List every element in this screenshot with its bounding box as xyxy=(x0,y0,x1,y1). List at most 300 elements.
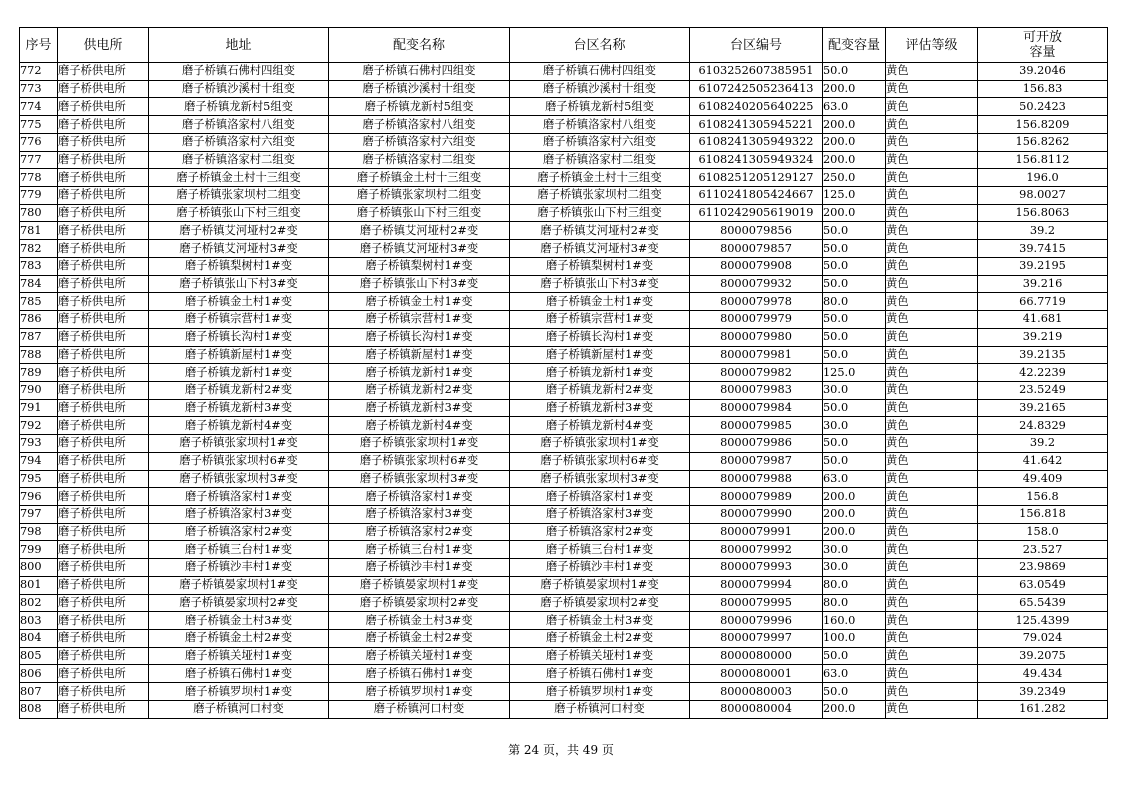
table-row xyxy=(20,435,1108,453)
rating-cell: 黄色 xyxy=(886,647,978,665)
area-code-cell: 6108240205640225 xyxy=(690,98,823,116)
address-cell: 磨子桥镇龙新村2#变 xyxy=(149,381,329,399)
station-name-cell: 磨子桥供电所 xyxy=(58,169,149,187)
area-code-cell: 6107242505236413 xyxy=(690,80,823,98)
area-code-cell: 8000080003 xyxy=(690,683,823,701)
rating-cell: 黄色 xyxy=(886,470,978,488)
open-capacity-cell: 23.527 xyxy=(978,541,1108,559)
transformer-capacity-cell: 200.0 xyxy=(823,700,886,718)
table-row xyxy=(20,80,1108,98)
open-capacity-cell: 39.2349 xyxy=(978,683,1108,701)
open-capacity-cell: 23.5249 xyxy=(978,381,1108,399)
open-capacity-cell: 156.8 xyxy=(978,488,1108,506)
transformer-name-cell: 磨子桥镇张山下村三组变 xyxy=(329,204,510,222)
open-capacity-cell: 79.024 xyxy=(978,630,1108,648)
rating-cell: 黄色 xyxy=(886,523,978,541)
rating-cell: 黄色 xyxy=(886,169,978,187)
table-row xyxy=(20,612,1108,630)
transformer-name-cell: 磨子桥镇龙新村5组变 xyxy=(329,98,510,116)
transformer-capacity-cell: 50.0 xyxy=(823,240,886,258)
page-footer: 第 24 页，共 49 页 xyxy=(508,743,614,757)
address-cell: 磨子桥镇金土村3#变 xyxy=(149,612,329,630)
station-name-cell: 磨子桥供电所 xyxy=(58,612,149,630)
table-row xyxy=(20,240,1108,258)
area-name-cell: 磨子桥镇张家坝村3#变 xyxy=(510,470,690,488)
area-name-cell: 磨子桥镇梨树村1#变 xyxy=(510,257,690,275)
area-name-cell: 磨子桥镇宗营村1#变 xyxy=(510,311,690,329)
address-cell: 磨子桥镇张家坝村二组变 xyxy=(149,187,329,205)
rating-cell: 黄色 xyxy=(886,257,978,275)
transformer-name-cell: 磨子桥镇张山下村3#变 xyxy=(329,275,510,293)
row-index-cell: 805 xyxy=(20,647,58,665)
area-name-cell: 磨子桥镇金土村2#变 xyxy=(510,630,690,648)
table-row xyxy=(20,541,1108,559)
open-capacity-cell: 156.83 xyxy=(978,80,1108,98)
address-cell: 磨子桥镇张家坝村1#变 xyxy=(149,435,329,453)
rating-cell: 黄色 xyxy=(886,293,978,311)
area-code-cell: 8000079990 xyxy=(690,505,823,523)
open-capacity-cell: 156.8262 xyxy=(978,133,1108,151)
station-name-cell: 磨子桥供电所 xyxy=(58,133,149,151)
row-index-cell: 794 xyxy=(20,452,58,470)
area-code-cell: 8000079856 xyxy=(690,222,823,240)
rating-cell: 黄色 xyxy=(886,700,978,718)
transformer-name-cell: 磨子桥镇石佛村四组变 xyxy=(329,63,510,81)
station-name-cell: 磨子桥供电所 xyxy=(58,647,149,665)
rating-cell: 黄色 xyxy=(886,63,978,81)
transformer-name-cell: 磨子桥镇张家坝村二组变 xyxy=(329,187,510,205)
station-name-cell: 磨子桥供电所 xyxy=(58,275,149,293)
table-row xyxy=(20,665,1108,683)
area-code-cell: 8000080001 xyxy=(690,665,823,683)
rating-cell: 黄色 xyxy=(886,576,978,594)
station-name-cell: 磨子桥供电所 xyxy=(58,328,149,346)
station-name-cell: 磨子桥供电所 xyxy=(58,346,149,364)
transformer-name-cell: 磨子桥镇洛家村1#变 xyxy=(329,488,510,506)
rating-cell: 黄色 xyxy=(886,559,978,577)
address-cell: 磨子桥镇洛家村二组变 xyxy=(149,151,329,169)
table-row xyxy=(20,328,1108,346)
station-name-cell: 磨子桥供电所 xyxy=(58,98,149,116)
area-name-cell: 磨子桥镇三台村1#变 xyxy=(510,541,690,559)
open-capacity-cell: 39.7415 xyxy=(978,240,1108,258)
transformer-capacity-cell: 125.0 xyxy=(823,187,886,205)
transformer-capacity-cell: 50.0 xyxy=(823,311,886,329)
row-index-cell: 792 xyxy=(20,417,58,435)
transformer-capacity-cell: 50.0 xyxy=(823,222,886,240)
address-cell: 磨子桥镇三台村1#变 xyxy=(149,541,329,559)
transformer-name-cell: 磨子桥镇三台村1#变 xyxy=(329,541,510,559)
open-capacity-cell: 156.8063 xyxy=(978,204,1108,222)
rating-cell: 黄色 xyxy=(886,435,978,453)
area-name-cell: 磨子桥镇龙新村2#变 xyxy=(510,381,690,399)
transformer-name-cell: 磨子桥镇长沟村1#变 xyxy=(329,328,510,346)
area-code-cell: 6110241805424667 xyxy=(690,187,823,205)
area-name-cell: 磨子桥镇龙新村4#变 xyxy=(510,417,690,435)
address-cell: 磨子桥镇金土村2#变 xyxy=(149,630,329,648)
area-code-cell: 8000079997 xyxy=(690,630,823,648)
table-row xyxy=(20,470,1108,488)
area-code-cell: 8000079995 xyxy=(690,594,823,612)
table-row xyxy=(20,98,1108,116)
address-cell: 磨子桥镇艾河垭村3#变 xyxy=(149,240,329,258)
table-row xyxy=(20,576,1108,594)
address-cell: 磨子桥镇石佛村四组变 xyxy=(149,63,329,81)
row-index-cell: 778 xyxy=(20,169,58,187)
transformer-name-cell: 磨子桥镇金土村2#变 xyxy=(329,630,510,648)
table-row xyxy=(20,505,1108,523)
rating-cell: 黄色 xyxy=(886,364,978,382)
station-name-cell: 磨子桥供电所 xyxy=(58,452,149,470)
station-name-cell: 磨子桥供电所 xyxy=(58,594,149,612)
address-cell: 磨子桥镇张山下村三组变 xyxy=(149,204,329,222)
row-index-cell: 779 xyxy=(20,187,58,205)
table-row xyxy=(20,311,1108,329)
station-name-cell: 磨子桥供电所 xyxy=(58,700,149,718)
station-name-cell: 磨子桥供电所 xyxy=(58,399,149,417)
row-index-cell: 795 xyxy=(20,470,58,488)
area-name-cell: 磨子桥镇洛家村二组变 xyxy=(510,151,690,169)
station-name-cell: 磨子桥供电所 xyxy=(58,80,149,98)
transformer-capacity-cell: 63.0 xyxy=(823,665,886,683)
area-code-cell: 8000079989 xyxy=(690,488,823,506)
area-name-cell: 磨子桥镇沙丰村1#变 xyxy=(510,559,690,577)
table-row xyxy=(20,151,1108,169)
transformer-name-cell: 磨子桥镇石佛村1#变 xyxy=(329,665,510,683)
transformer-capacity-cell: 80.0 xyxy=(823,576,886,594)
table-row xyxy=(20,116,1108,134)
row-index-cell: 797 xyxy=(20,505,58,523)
rating-cell: 黄色 xyxy=(886,683,978,701)
station-name-cell: 磨子桥供电所 xyxy=(58,116,149,134)
row-index-cell: 804 xyxy=(20,630,58,648)
transformer-name-cell: 磨子桥镇洛家村八组变 xyxy=(329,116,510,134)
transformer-capacity-cell: 50.0 xyxy=(823,275,886,293)
rating-cell: 黄色 xyxy=(886,151,978,169)
transformer-capacity-cell: 63.0 xyxy=(823,470,886,488)
row-index-cell: 808 xyxy=(20,700,58,718)
open-capacity-cell: 161.282 xyxy=(978,700,1108,718)
area-code-cell: 8000080004 xyxy=(690,700,823,718)
transformer-name-cell: 磨子桥镇沙溪村十组变 xyxy=(329,80,510,98)
area-code-cell: 8000079994 xyxy=(690,576,823,594)
row-index-cell: 801 xyxy=(20,576,58,594)
open-capacity-cell: 24.8329 xyxy=(978,417,1108,435)
rating-cell: 黄色 xyxy=(886,187,978,205)
area-code-cell: 6110242905619019 xyxy=(690,204,823,222)
open-capacity-cell: 196.0 xyxy=(978,169,1108,187)
transformer-name-cell: 磨子桥镇龙新村2#变 xyxy=(329,381,510,399)
transformer-capacity-cell: 50.0 xyxy=(823,452,886,470)
header-station: 供电所 xyxy=(58,28,149,63)
table-row xyxy=(20,133,1108,151)
open-capacity-cell: 125.4399 xyxy=(978,612,1108,630)
table-row xyxy=(20,399,1108,417)
area-name-cell: 磨子桥镇金土村3#变 xyxy=(510,612,690,630)
transformer-name-cell: 磨子桥镇金土村3#变 xyxy=(329,612,510,630)
transformer-capacity-cell: 30.0 xyxy=(823,541,886,559)
area-name-cell: 磨子桥镇河口村变 xyxy=(510,700,690,718)
row-index-cell: 790 xyxy=(20,381,58,399)
station-name-cell: 磨子桥供电所 xyxy=(58,435,149,453)
transformer-capacity-cell: 200.0 xyxy=(823,488,886,506)
table-row xyxy=(20,169,1108,187)
address-cell: 磨子桥镇晏家坝村2#变 xyxy=(149,594,329,612)
transformer-name-cell: 磨子桥镇张家坝村6#变 xyxy=(329,452,510,470)
station-name-cell: 磨子桥供电所 xyxy=(58,240,149,258)
rating-cell: 黄色 xyxy=(886,346,978,364)
row-index-cell: 788 xyxy=(20,346,58,364)
transformer-name-cell: 磨子桥镇晏家坝村1#变 xyxy=(329,576,510,594)
address-cell: 磨子桥镇沙丰村1#变 xyxy=(149,559,329,577)
area-code-cell: 6108251205129127 xyxy=(690,169,823,187)
transformer-name-cell: 磨子桥镇张家坝村1#变 xyxy=(329,435,510,453)
rating-cell: 黄色 xyxy=(886,665,978,683)
address-cell: 磨子桥镇艾河垭村2#变 xyxy=(149,222,329,240)
open-capacity-cell: 50.2423 xyxy=(978,98,1108,116)
rating-cell: 黄色 xyxy=(886,98,978,116)
area-code-cell: 8000079993 xyxy=(690,559,823,577)
address-cell: 磨子桥镇河口村变 xyxy=(149,700,329,718)
row-index-cell: 772 xyxy=(20,63,58,81)
area-code-cell: 8000079992 xyxy=(690,541,823,559)
address-cell: 磨子桥镇长沟村1#变 xyxy=(149,328,329,346)
row-index-cell: 796 xyxy=(20,488,58,506)
transformer-capacity-cell: 200.0 xyxy=(823,151,886,169)
area-name-cell: 磨子桥镇洛家村八组变 xyxy=(510,116,690,134)
rating-cell: 黄色 xyxy=(886,80,978,98)
open-capacity-cell: 158.0 xyxy=(978,523,1108,541)
transformer-name-cell: 磨子桥镇宗营村1#变 xyxy=(329,311,510,329)
open-capacity-cell: 98.0027 xyxy=(978,187,1108,205)
area-code-cell: 8000079982 xyxy=(690,364,823,382)
rating-cell: 黄色 xyxy=(886,222,978,240)
station-name-cell: 磨子桥供电所 xyxy=(58,381,149,399)
transformer-capacity-cell: 50.0 xyxy=(823,346,886,364)
area-name-cell: 磨子桥镇晏家坝村1#变 xyxy=(510,576,690,594)
transformer-capacity-cell: 200.0 xyxy=(823,204,886,222)
transformer-capacity-cell: 125.0 xyxy=(823,364,886,382)
rating-cell: 黄色 xyxy=(886,381,978,399)
area-code-cell: 8000079908 xyxy=(690,257,823,275)
rating-cell: 黄色 xyxy=(886,417,978,435)
area-name-cell: 磨子桥镇新屋村1#变 xyxy=(510,346,690,364)
transformer-name-cell: 磨子桥镇洛家村2#变 xyxy=(329,523,510,541)
transformer-name-cell: 磨子桥镇洛家村3#变 xyxy=(329,505,510,523)
area-name-cell: 磨子桥镇洛家村1#变 xyxy=(510,488,690,506)
address-cell: 磨子桥镇金土村1#变 xyxy=(149,293,329,311)
row-index-cell: 806 xyxy=(20,665,58,683)
transformer-name-cell: 磨子桥镇龙新村1#变 xyxy=(329,364,510,382)
area-code-cell: 8000079988 xyxy=(690,470,823,488)
table-row xyxy=(20,204,1108,222)
row-index-cell: 803 xyxy=(20,612,58,630)
area-code-cell: 8000079985 xyxy=(690,417,823,435)
table-row xyxy=(20,647,1108,665)
open-capacity-cell: 39.219 xyxy=(978,328,1108,346)
table-row xyxy=(20,683,1108,701)
rating-cell: 黄色 xyxy=(886,116,978,134)
table-row xyxy=(20,187,1108,205)
row-index-cell: 800 xyxy=(20,559,58,577)
open-capacity-cell: 49.434 xyxy=(978,665,1108,683)
transformer-capacity-cell: 200.0 xyxy=(823,80,886,98)
table-row xyxy=(20,700,1108,718)
transformer-name-cell: 磨子桥镇张家坝村3#变 xyxy=(329,470,510,488)
table-row xyxy=(20,630,1108,648)
transformer-capacity-cell: 100.0 xyxy=(823,630,886,648)
rating-cell: 黄色 xyxy=(886,133,978,151)
transformer-capacity-cell: 50.0 xyxy=(823,435,886,453)
address-cell: 磨子桥镇宗营村1#变 xyxy=(149,311,329,329)
transformer-name-cell: 磨子桥镇河口村变 xyxy=(329,700,510,718)
open-capacity-cell: 39.2 xyxy=(978,435,1108,453)
header-row xyxy=(20,28,1108,63)
address-cell: 磨子桥镇张家坝村6#变 xyxy=(149,452,329,470)
address-cell: 磨子桥镇洛家村八组变 xyxy=(149,116,329,134)
open-capacity-cell: 156.818 xyxy=(978,505,1108,523)
transformer-capacity-cell: 80.0 xyxy=(823,594,886,612)
transformer-capacity-cell: 30.0 xyxy=(823,417,886,435)
area-name-cell: 磨子桥镇沙溪村十组变 xyxy=(510,80,690,98)
address-cell: 磨子桥镇洛家村2#变 xyxy=(149,523,329,541)
transformer-name-cell: 磨子桥镇龙新村3#变 xyxy=(329,399,510,417)
open-capacity-cell: 41.642 xyxy=(978,452,1108,470)
table-row xyxy=(20,594,1108,612)
address-cell: 磨子桥镇新屋村1#变 xyxy=(149,346,329,364)
address-cell: 磨子桥镇金土村十三组变 xyxy=(149,169,329,187)
area-name-cell: 磨子桥镇张家坝村二组变 xyxy=(510,187,690,205)
rating-cell: 黄色 xyxy=(886,594,978,612)
address-cell: 磨子桥镇洛家村六组变 xyxy=(149,133,329,151)
open-capacity-cell: 156.8209 xyxy=(978,116,1108,134)
header-transformer-name: 配变名称 xyxy=(329,28,510,63)
area-code-cell: 8000079979 xyxy=(690,311,823,329)
station-name-cell: 磨子桥供电所 xyxy=(58,559,149,577)
open-capacity-cell: 39.2075 xyxy=(978,647,1108,665)
address-cell: 磨子桥镇沙溪村十组变 xyxy=(149,80,329,98)
address-cell: 磨子桥镇洛家村1#变 xyxy=(149,488,329,506)
station-name-cell: 磨子桥供电所 xyxy=(58,364,149,382)
area-name-cell: 磨子桥镇洛家村2#变 xyxy=(510,523,690,541)
area-code-cell: 8000079991 xyxy=(690,523,823,541)
station-name-cell: 磨子桥供电所 xyxy=(58,257,149,275)
station-name-cell: 磨子桥供电所 xyxy=(58,187,149,205)
area-name-cell: 磨子桥镇艾河垭村2#变 xyxy=(510,222,690,240)
open-capacity-cell: 41.681 xyxy=(978,311,1108,329)
area-code-cell: 6108241305945221 xyxy=(690,116,823,134)
row-index-cell: 785 xyxy=(20,293,58,311)
area-name-cell: 磨子桥镇龙新村3#变 xyxy=(510,399,690,417)
address-cell: 磨子桥镇石佛村1#变 xyxy=(149,665,329,683)
area-code-cell: 6108241305949322 xyxy=(690,133,823,151)
row-index-cell: 791 xyxy=(20,399,58,417)
station-name-cell: 磨子桥供电所 xyxy=(58,665,149,683)
transformer-name-cell: 磨子桥镇罗坝村1#变 xyxy=(329,683,510,701)
rating-cell: 黄色 xyxy=(886,328,978,346)
station-name-cell: 磨子桥供电所 xyxy=(58,417,149,435)
area-name-cell: 磨子桥镇艾河垭村3#变 xyxy=(510,240,690,258)
row-index-cell: 793 xyxy=(20,435,58,453)
table-row xyxy=(20,364,1108,382)
transformer-name-cell: 磨子桥镇艾河垭村3#变 xyxy=(329,240,510,258)
area-name-cell: 磨子桥镇金土村十三组变 xyxy=(510,169,690,187)
station-name-cell: 磨子桥供电所 xyxy=(58,683,149,701)
row-index-cell: 774 xyxy=(20,98,58,116)
table-row xyxy=(20,452,1108,470)
header-address: 地址 xyxy=(149,28,329,63)
area-code-cell: 8000079987 xyxy=(690,452,823,470)
area-code-cell: 8000080000 xyxy=(690,647,823,665)
row-index-cell: 786 xyxy=(20,311,58,329)
area-code-cell: 6103252607385951 xyxy=(690,63,823,81)
row-index-cell: 777 xyxy=(20,151,58,169)
address-cell: 磨子桥镇龙新村1#变 xyxy=(149,364,329,382)
header-index: 序号 xyxy=(20,28,58,63)
rating-cell: 黄色 xyxy=(886,311,978,329)
transformer-capacity-cell: 50.0 xyxy=(823,683,886,701)
area-name-cell: 磨子桥镇洛家村六组变 xyxy=(510,133,690,151)
station-name-cell: 磨子桥供电所 xyxy=(58,204,149,222)
table-row xyxy=(20,488,1108,506)
rating-cell: 黄色 xyxy=(886,240,978,258)
open-capacity-cell: 39.216 xyxy=(978,275,1108,293)
row-index-cell: 782 xyxy=(20,240,58,258)
transformer-capacity-cell: 160.0 xyxy=(823,612,886,630)
rating-cell: 黄色 xyxy=(886,204,978,222)
open-capacity-cell: 39.2046 xyxy=(978,63,1108,81)
transformer-name-cell: 磨子桥镇金土村十三组变 xyxy=(329,169,510,187)
address-cell: 磨子桥镇罗坝村1#变 xyxy=(149,683,329,701)
transformer-capacity-cell: 200.0 xyxy=(823,523,886,541)
station-name-cell: 磨子桥供电所 xyxy=(58,470,149,488)
area-code-cell: 8000079996 xyxy=(690,612,823,630)
transformer-name-cell: 磨子桥镇洛家村二组变 xyxy=(329,151,510,169)
address-cell: 磨子桥镇梨树村1#变 xyxy=(149,257,329,275)
area-name-cell: 磨子桥镇张家坝村6#变 xyxy=(510,452,690,470)
row-index-cell: 773 xyxy=(20,80,58,98)
row-index-cell: 780 xyxy=(20,204,58,222)
table-row xyxy=(20,293,1108,311)
row-index-cell: 789 xyxy=(20,364,58,382)
area-name-cell: 磨子桥镇龙新村5组变 xyxy=(510,98,690,116)
row-index-cell: 783 xyxy=(20,257,58,275)
transformer-capacity-cell: 50.0 xyxy=(823,63,886,81)
table-row xyxy=(20,381,1108,399)
address-cell: 磨子桥镇龙新村3#变 xyxy=(149,399,329,417)
transformer-capacity-cell: 200.0 xyxy=(823,116,886,134)
table-row xyxy=(20,417,1108,435)
area-code-cell: 8000079981 xyxy=(690,346,823,364)
transformer-name-cell: 磨子桥镇金土村1#变 xyxy=(329,293,510,311)
station-name-cell: 磨子桥供电所 xyxy=(58,630,149,648)
table-row xyxy=(20,63,1108,81)
row-index-cell: 787 xyxy=(20,328,58,346)
row-index-cell: 798 xyxy=(20,523,58,541)
open-capacity-cell: 65.5439 xyxy=(978,594,1108,612)
area-name-cell: 磨子桥镇张山下村3#变 xyxy=(510,275,690,293)
rating-cell: 黄色 xyxy=(886,452,978,470)
station-name-cell: 磨子桥供电所 xyxy=(58,63,149,81)
open-capacity-cell: 39.2165 xyxy=(978,399,1108,417)
address-cell: 磨子桥镇关垭村1#变 xyxy=(149,647,329,665)
rating-cell: 黄色 xyxy=(886,488,978,506)
header-rating: 评估等级 xyxy=(886,28,978,63)
transformer-name-cell: 磨子桥镇龙新村4#变 xyxy=(329,417,510,435)
area-name-cell: 磨子桥镇石佛村四组变 xyxy=(510,63,690,81)
area-code-cell: 8000079857 xyxy=(690,240,823,258)
address-cell: 磨子桥镇洛家村3#变 xyxy=(149,505,329,523)
